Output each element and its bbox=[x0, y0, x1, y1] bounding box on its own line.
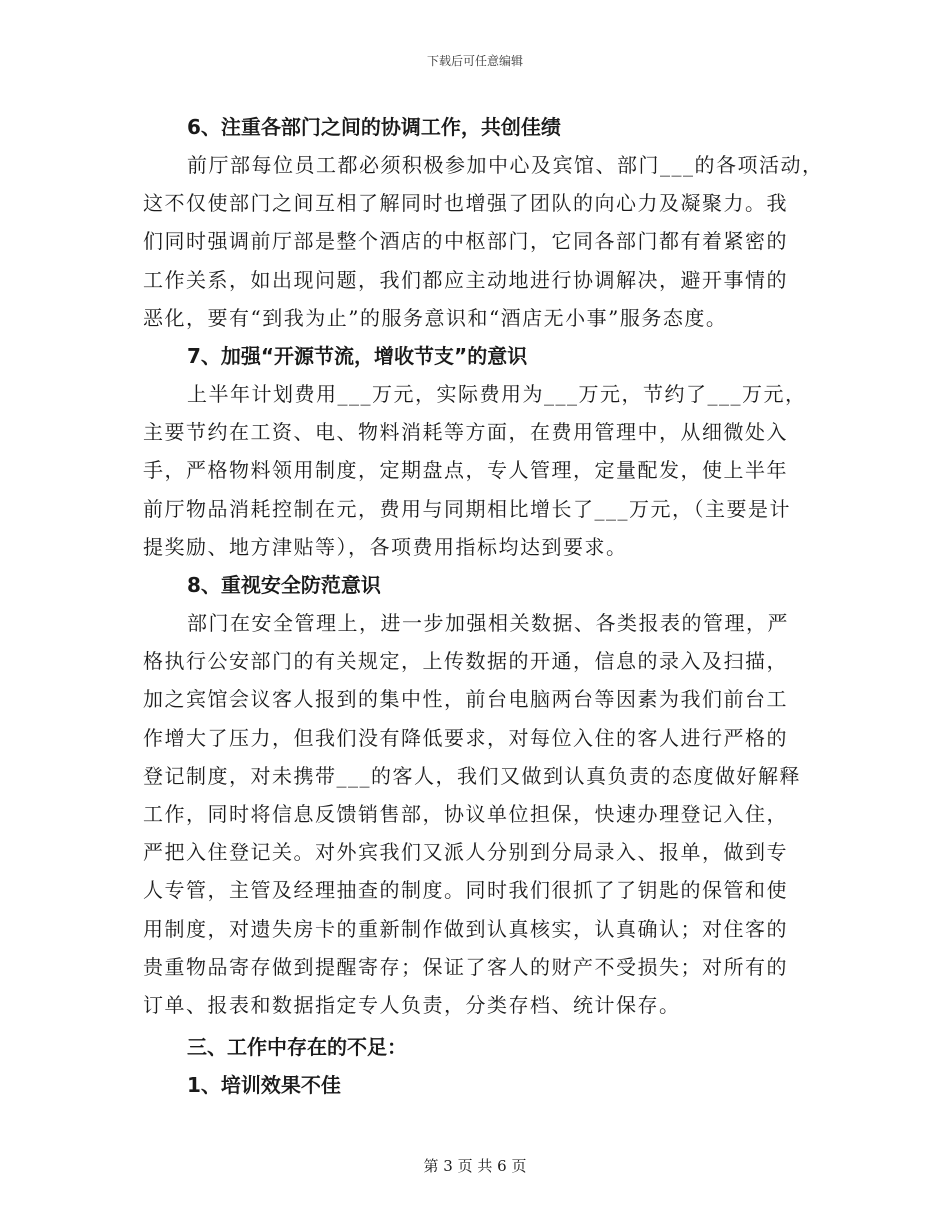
text-line: 们同时强调前厅部是整个酒店的中枢部门，它同各部门都有着紧密的 bbox=[143, 229, 788, 254]
text-line: 订单、报表和数据指定专人负责，分类存档、统计保存。 bbox=[143, 993, 681, 1018]
text-line: 工作，同时将信息反馈销售部，协议单位担保，快速办理登记入住， bbox=[143, 802, 788, 827]
text-line: 恶化，要有“到我为止”的服务意识和“酒店无小事”服务态度。 bbox=[143, 305, 728, 330]
sub-heading-training: 1、培训效果不佳 bbox=[187, 1073, 341, 1098]
text-line: 登记制度，对未携带___的客人，我们又做到认真负责的态度做好解释 bbox=[143, 763, 801, 788]
text-line: 前厅物品消耗控制在元，费用与同期相比增长了___万元，（主要是计 bbox=[143, 496, 791, 521]
text-line: 严把入住登记关。对外宾我们又派人分别到分局录入、报单，做到专 bbox=[143, 840, 788, 865]
text-line: 这不仅使部门之间互相了解同时也增强了团队的向心力及凝聚力。我 bbox=[143, 191, 788, 216]
text-line: 工作关系，如出现问题，我们都应主动地进行协调解决，避开事情的 bbox=[143, 267, 788, 292]
text-line: 格执行公安部门的有关规定，上传数据的开通，信息的录入及扫描， bbox=[143, 649, 788, 674]
text-line: 加之宾馆会议客人报到的集中性，前台电脑两台等因素为我们前台工 bbox=[143, 687, 788, 712]
text-line: 前厅部每位员工都必须积极参加中心及宾馆、部门___的各项活动， bbox=[187, 153, 824, 177]
section-heading-8: 8、重视安全防范意识 bbox=[187, 573, 381, 598]
paragraph-6 bbox=[143, 146, 833, 337]
header-note: 下载后可任意编辑 bbox=[426, 54, 523, 68]
text-line: 贵重物品寄存做到提醒寄存；保证了客人的财产不受损失；对所有的 bbox=[143, 954, 788, 979]
text-line: 用制度，对遗失房卡的重新制作做到认真核实，认真确认；对住客的 bbox=[143, 916, 788, 941]
text-line: 提奖励、地方津贴等），各项费用指标均达到要求。 bbox=[143, 534, 628, 559]
page-footer: 第 3 页 共 6 页 bbox=[423, 1157, 527, 1175]
document-body bbox=[143, 108, 833, 1104]
section-heading-7: 7、加强“开源节流，增收节支”的意识 bbox=[187, 344, 528, 369]
paragraph-8 bbox=[143, 604, 833, 1024]
text-line: 作增大了压力，但我们没有降低要求，对每位入住的客人进行严格的 bbox=[143, 725, 788, 750]
section-heading-6: 6、注重各部门之间的协调工作，共创佳绩 bbox=[187, 115, 561, 139]
text-line: 主要节约在工资、电、物料消耗等方面，在费用管理中，从细微处入 bbox=[143, 420, 788, 445]
section-three-heading: 三、工作中存在的不足： bbox=[187, 1035, 407, 1060]
text-line: 人专管，主管及经理抽查的制度。同时我们很抓了了钥匙的保管和使 bbox=[143, 878, 788, 903]
text-line: 部门在安全管理上，进一步加强相关数据、各类报表的管理，严 bbox=[187, 611, 789, 636]
paragraph-7 bbox=[143, 375, 833, 566]
text-line: 手，严格物料领用制度，定期盘点，专人管理，定量配发，使上半年 bbox=[143, 458, 788, 483]
text-line: 上半年计划费用___万元，实际费用为___万元，节约了___万元， bbox=[187, 382, 807, 407]
